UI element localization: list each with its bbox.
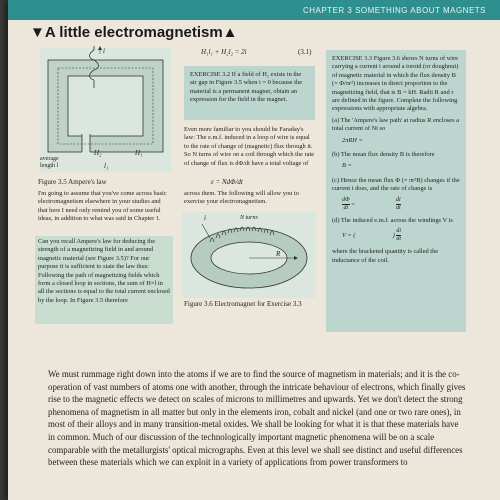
mid-para-1: Even more familiar to you should be Faraday's law: The e.m.f. induced in a loop of wire is equal to the rate of change of (magnetic) flux through it. So N turns of wire on a coil through which the rate of change of flux is dΦ/dt have a total voltage of: [184, 126, 315, 167]
book-page: [8, 0, 500, 500]
core-inner: [68, 76, 143, 136]
fig35-caption: Figure 3.5 Ampere's law: [38, 178, 107, 186]
di-dt-fraction-d: $\frac{di}{dt}$: [396, 228, 402, 243]
equation-3-1-number: (3.1): [298, 48, 312, 56]
faraday-equation: ε = NdΦ/dt: [211, 178, 243, 186]
chapter-header: [8, 0, 500, 20]
fig35-h2-label: H₂: [94, 149, 102, 157]
fig36-r-label: R: [276, 250, 281, 258]
exercise-3-2-box: [184, 66, 315, 120]
d-eq-open: V = (: [342, 232, 356, 240]
di-dt-fraction-c: $\frac{di}{dt}$: [396, 196, 401, 211]
exercise-3-3-part-a-eq: 2πRH =: [342, 136, 363, 144]
exercise-3-3-part-c: (c) Hence the mean flux Φ (= πr²B) changes if the current i does, and the rate of change is: [332, 176, 460, 193]
exercise-3-2-text: EXERCISE 3.2 If a field of H₂ exists in the air gap in Figure 3.5 when i = 0 because the material is a permanent magnet, obtain an expression for the field in the magnet.: [190, 71, 303, 104]
exercise-3-3-part-b: (b) The mean flux density B is therefore: [332, 151, 435, 159]
left-para-2: Can you recall Ampere's law for deducing the strength of a magnetizing field in and around magnetic material (see Figure 3.5)? For our purpose it is sufficient to state the law thus: Following the path of magnetizing fields which form a closed loop in sections, the sum of H×l in all the sections is equal to the total current enclosed by the loop. In Figure 3.5 therefore: [38, 238, 170, 304]
exercise-3-3-part-c-eq: [342, 197, 460, 212]
fig36-current-label: i: [204, 214, 206, 222]
section-title: ▼A little electromagnetism▲: [30, 24, 238, 41]
exercise-3-3-part-a: (a) The 'Ampere's law path' at radius R encloses a total current of Ni so: [332, 116, 460, 133]
mid-para-2: across them. The following will allow you to exercise your electromagnetism.: [184, 190, 299, 206]
fig36-caption: Figure 3.6 Electromagnet for Exercise 3.3: [184, 300, 302, 308]
equation-3-1: H₁l₁ + H₂l₂ = 2i: [201, 48, 247, 56]
d-eq-close: ): [392, 232, 395, 240]
figure-3-6-toroid: [182, 212, 316, 298]
exercise-3-3-part-d: (d) The induced e.m.f. across the windings V is: [332, 216, 453, 224]
fig35-h1-label: H₁: [135, 149, 143, 157]
fig35-average-label: average: [40, 156, 59, 162]
exercise-3-3-part-d-eq: [342, 228, 460, 243]
exercise-3-3-box: [326, 50, 466, 332]
exercise-3-3-tail: where the bracketed quantity is called the inductance of the coil.: [332, 248, 439, 264]
fig35-current-label: i: [103, 47, 105, 55]
body-paragraph-atoms: We must rummage right down into the atoms if we are to find the source of magnetism in materials; and it is the co-operation of vast numbers of atoms one with another, through the intricate behaviour of electrons, which finally gives rise to the magnetic effects we detect on scales of microns to millimetres and upwards. Yet we don't detect the strong phenomena of magnetism in all matter but only in the elements iron, cobalt and nickel (and one or two rare ones), in most of their alloys and in many transition-metal oxides. We shall be looking for what it is that these materials have in common. Much of our discussion of the technologically important magnetic phenomena will be on a scale comparable with the metallurgists' optical micrographs. Even at this level we shall see distinct and useful differences between these materials which we can exploit in a variety of applications from power transformers to: [48, 369, 466, 468]
fig35-l1-label: l₁: [104, 162, 109, 170]
left-para-1: I'm going to assume that you've come across basic electromagnetism elsewhere in your studies and that here I need only remind you of some useful ideas, in addition to what was said in Chapter 1.: [38, 190, 167, 223]
figure-3-5-magnetic-circuit: [38, 46, 173, 174]
dphi-dt-fraction: $\frac{d\Phi}{dt}$: [342, 196, 350, 211]
exercise-3-3-part-b-eq: B =: [342, 162, 352, 170]
chapter-header-text: CHAPTER 3 SOMETHING ABOUT MAGNETS: [302, 6, 486, 15]
fig36-n-turns-label: N turns: [240, 215, 258, 221]
fig35-length-label: length l: [40, 163, 59, 169]
c-equals: =: [351, 200, 355, 208]
exercise-3-3-intro: EXERCISE 3.3 Figure 3.6 shows N turns of wire carrying a current i around a toroid (or doughnut) of magnetic material in which the flux density B (= Φ/πr²) increases in direct proportion to the magnetizing field, that is B = kH. Radii R and r are defined in the figure. Complete the following expressions with appropriate algebra.: [332, 55, 459, 113]
